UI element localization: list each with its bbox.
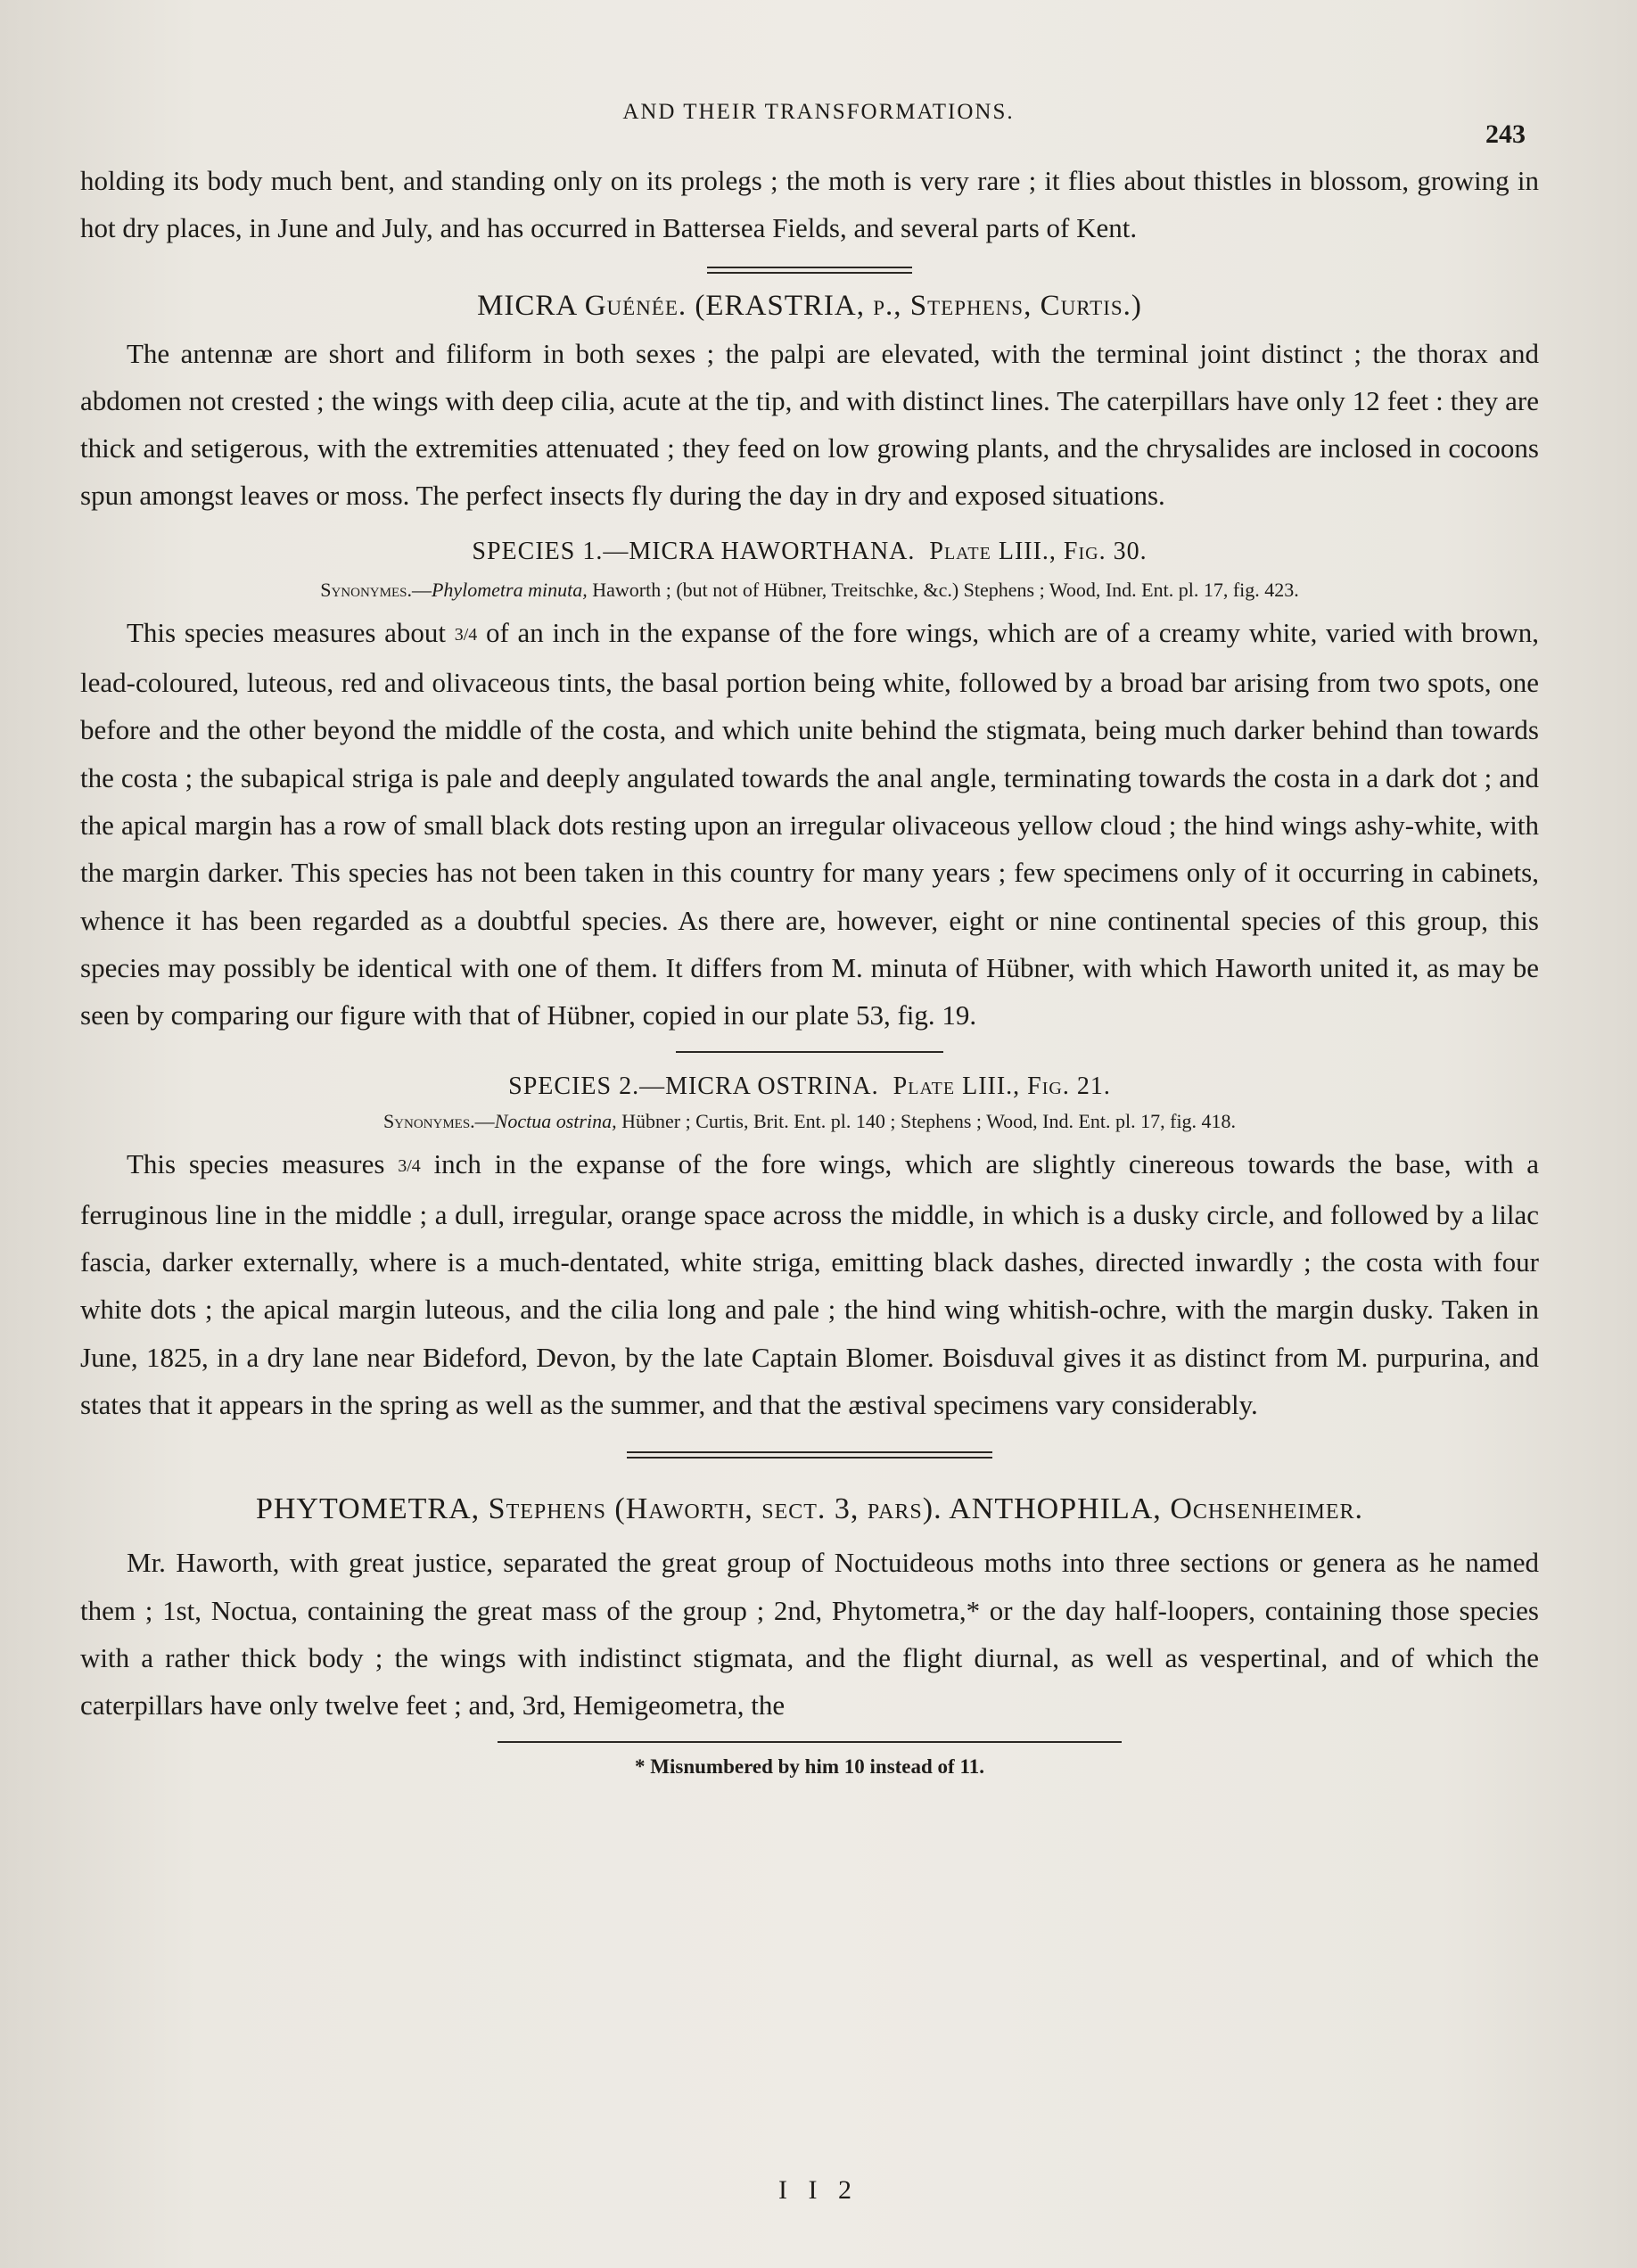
synonym-name: Noctua ostrina, <box>494 1110 617 1133</box>
phytometra-heading <box>80 1492 1539 1526</box>
micra-genus-name: MICRA <box>477 289 577 322</box>
synonyms-label: Synonymes.— <box>320 578 432 601</box>
species-2-description: This species measures 3/4 inch in the expanse of the fore wings, which are slightly cinereous towards the base, with a ferruginous line in the middle ; a dull, irregular, orange space across the middle, in which is a dusky circle, and followed by a lilac fascia, darker externally, where is a much-dentated, white striga, emitting black dashes, directed inwardly ; the costa with four white dots ; the apical margin luteous, and the cilia long and pale ; the hind wing whitish-ochre, with the margin dusky. Taken in June, 1825, in a dry lane near Bideford, Devon, by the late Captain Blomer. Boisduval gives it as distinct from M. purpurina, and states that it appears in the spring as well as the summer, and that the æstival specimens vary considerably. <box>80 1148 1540 1420</box>
anthophila-genus-author: Ochsenheimer. <box>1170 1492 1364 1526</box>
section-divider <box>676 1051 943 1053</box>
footnote: * Misnumbered by him 10 instead of 11. <box>635 1755 984 1779</box>
micra-genus-synonym: (ERASTRIA, p., Stephens, Curtis.) <box>695 289 1142 322</box>
signature-mark: I I 2 <box>778 2175 859 2205</box>
intro-paragraph: holding its body much bent, and standing only on its prolegs ; the moth is very rare ; it flies about thistles in blossom, growing in hot dry places, in June and July, and has occurred in Battersea Fields, and several parts of Kent. <box>80 165 1539 244</box>
synonym-name: Phylometra minuta, <box>431 578 588 601</box>
species-1-plate: Plate LIII., Fig. 30. <box>929 537 1148 565</box>
synonyms-label: Synonymes.— <box>383 1110 495 1133</box>
phytometra-genus-name: PHYTOMETRA, <box>255 1492 481 1526</box>
fraction: 3/4 <box>454 624 478 645</box>
micra-genus-author: Guénée. <box>584 289 687 322</box>
species-1-heading <box>80 538 1539 566</box>
species-2-synonyms <box>80 1110 1539 1133</box>
fraction: 3/4 <box>398 1156 421 1177</box>
footnote-rule <box>498 1741 1122 1743</box>
species-2-heading <box>80 1072 1539 1101</box>
phytometra-description: Mr. Haworth, with great justice, separated the great group of Noctuideous moths into three sections or genera as he named them ; 1st, Noctua, containing the great mass of the group ; 2nd, Phytometra,* or the day half-loopers, containing those species with a rather thick body ; the wings with indistinct stigmata, and the flight diurnal, as well as vespertinal, and of which the caterpillars have only twelve feet ; and, 3rd, Hemigeometra, the <box>80 1547 1539 1722</box>
section-divider <box>707 267 912 274</box>
species-2-plate: Plate LIII., Fig. 21. <box>893 1072 1111 1101</box>
species-1-description: This species measures about 3/4 of an inch in the expanse of the fore wings, which are of a creamy white, varied with brown, lead-coloured, luteous, red and olivaceous tints, the basal portion being white, followed by a broad bar arising from two spots, one before and the other beyond the middle of the costa, and which unite behind the stigmata, being much darker behind than towards the costa ; the subapical striga is pale and deeply angulated towards the anal angle, terminating towards the costa in a dark dot ; and the apical margin has a row of small black dots resting upon an irregular olivaceous yellow cloud ; the hind wings ashy-white, with the margin darker. This species has not been taken in this country for many years ; few specimens only of it occurring in cabinets, whence it has been regarded as a doubtful species. As there are, however, eight or nine continental species of this group, this species may possibly be identical with one of them. It differs from M. minuta of Hübner, with which Haworth united it, as may be seen by comparing our figure with that of Hübner, copied in our plate 53, fig. 19. <box>80 616 1540 1031</box>
species-1-synonyms <box>80 579 1539 602</box>
micra-description: The antennæ are short and filiform in both sexes ; the palpi are elevated, with the terminal joint distinct ; the thorax and abdomen not crested ; the wings with deep cilia, acute at the tip, and with distinct lines. The caterpillars have only 12 feet : they are thick and setigerous, with the extremities attenuated ; they feed on low growing plants, and the chrysalides are inclosed in cocoons spun amongst leaves or moss. The perfect insects fly during the day in dry and exposed situations. <box>80 337 1539 512</box>
micra-heading <box>80 290 1539 323</box>
species-1-title: SPECIES 1.—MICRA HAWORTHANA. <box>472 537 916 565</box>
synonym-references: Haworth ; (but not of Hübner, Treitschke, &c.) Stephens ; Wood, Ind. Ent. pl. 17, fig. 423. <box>587 578 1299 601</box>
anthophila-genus-name: ANTHOPHILA, <box>949 1492 1162 1526</box>
phytometra-genus-author: Stephens <box>488 1492 606 1526</box>
running-head: AND THEIR TRANSFORMATIONS. <box>622 100 1015 124</box>
page-content <box>80 157 1539 1779</box>
page-number: 243 <box>1485 119 1526 149</box>
phytometra-genus-synonym: (Haworth, sect. 3, pars). <box>614 1492 942 1526</box>
species-2-title: SPECIES 2.—MICRA OSTRINA. <box>508 1072 879 1101</box>
section-divider <box>627 1451 992 1459</box>
synonym-references: Hübner ; Curtis, Brit. Ent. pl. 140 ; Stephens ; Wood, Ind. Ent. pl. 17, fig. 418. <box>616 1110 1237 1133</box>
